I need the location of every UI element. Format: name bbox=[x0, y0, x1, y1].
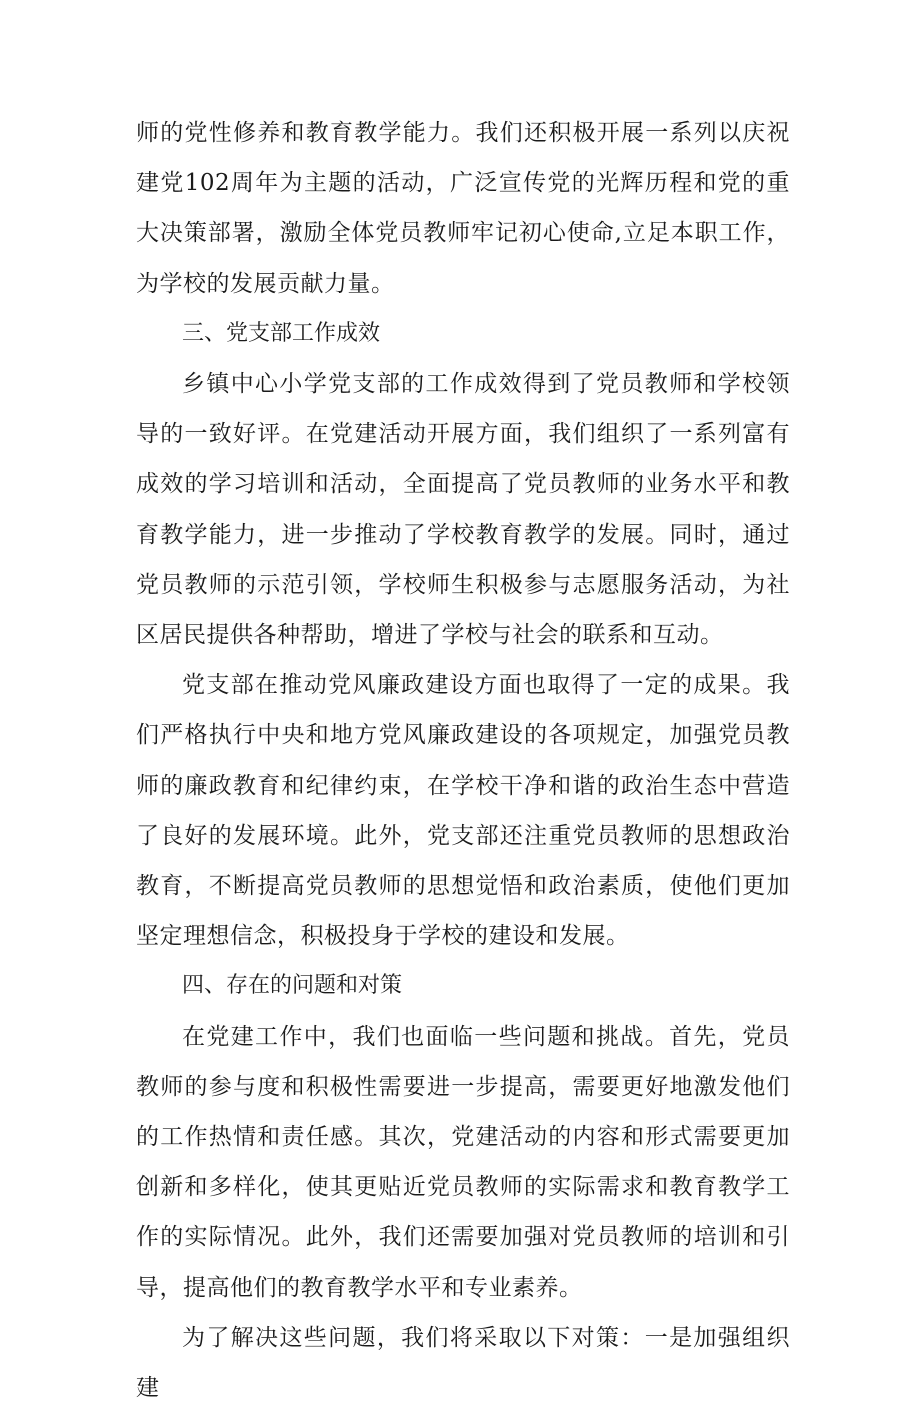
paragraph-continuation: 师的党性修养和教育教学能力。我们还积极开展一系列以庆祝建党102周年为主题的活动，广泛宣传党的光辉历程和党的重大决策部署，激励全体党员教师牢记初心使命,立足本职工作，为学校的发展贡献力量。 bbox=[136, 120, 790, 297]
paragraph-integrity-building: 党支部在推动党风廉政建设方面也取得了一定的成果。我们严格执行中央和地方党风廉政建设的各项规定，加强党员教师的廉政教育和纪律约束，在学校干净和谐的政治生态中营造了良好的发展环境。此外，党支部还注重党员教师的思想政治教育，不断提高党员教师的思想觉悟和政治素质，使他们更加坚定理想信念，积极投身于学校的建设和发展。 bbox=[136, 672, 790, 950]
paragraph-achievements-overview: 乡镇中心小学党支部的工作成效得到了党员教师和学校领导的一致好评。在党建活动开展方面，我们组织了一系列富有成效的学习培训和活动，全面提高了党员教师的业务水平和教育教学能力，进一步推动了学校教育教学的发展。同时，通过党员教师的示范引领，学校师生积极参与志愿服务活动，为社区居民提供各种帮助，增进了学校与社会的联系和互动。 bbox=[136, 371, 790, 649]
section-heading-problems: 四、存在的问题和对策 bbox=[182, 973, 403, 999]
document-page bbox=[136, 108, 790, 1413]
section-heading-achievements: 三、党支部工作成效 bbox=[182, 320, 381, 346]
paragraph-problems: 在党建工作中，我们也面临一些问题和挑战。首先，党员教师的参与度和积极性需要进一步提高，需要更好地激发他们的工作热情和责任感。其次，党建活动的内容和形式需要更加创新和多样化，使其更贴近党员教师的实际需求和教育教学工作的实际情况。此外，我们还需要加强对党员教师的培训和引导，提高他们的教育教学水平和专业素养。 bbox=[136, 1023, 790, 1301]
paragraph-countermeasures: 为了解决这些问题，我们将采取以下对策：一是加强组织建 bbox=[136, 1324, 790, 1402]
